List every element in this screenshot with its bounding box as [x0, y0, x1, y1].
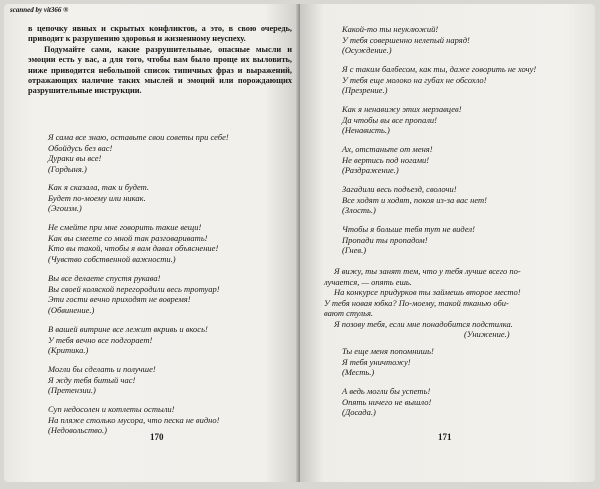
left-page [4, 4, 300, 482]
phrase-category: (Унижение.) [464, 329, 510, 339]
phrase-category: (Досада.) [342, 407, 376, 417]
phrase-line: Я вижу, ты занят тем, что у тебя лучше всего по- [334, 266, 521, 276]
phrase-group-accusation [48, 273, 220, 315]
phrase-group-criticism [48, 324, 208, 356]
phrase-category: (Злость.) [342, 205, 376, 215]
right-page [300, 4, 595, 482]
phrase-line: Я с таким балбесом, как ты, даже говорить не хочу! [342, 64, 537, 74]
phrase-line: На пляже столько мусора, что песка не видно! [48, 414, 220, 425]
phrase-line: Загадили весь подъезд, сволочи! [342, 184, 457, 194]
phrase-group-discontent [48, 404, 219, 436]
phrase-line: Чтобы я больше тебя тут не видел! [342, 224, 475, 234]
intro-paragraph: в цепочку явных и скрытых конфликтов, а это, в свою очередь, приводит к разрушению здоровья и жизненному неуспеху. [28, 24, 292, 44]
phrase-category: (Недовольство.) [48, 425, 107, 435]
phrase-category: (Гордыня.) [48, 163, 87, 174]
phrase-group-importance [48, 222, 218, 264]
phrase-line: вают стулья. [324, 308, 374, 318]
page-number-right: 171 [438, 432, 452, 442]
phrase-group-condemnation [342, 24, 470, 56]
phrase-line: Ах, отстаньте от меня! [342, 144, 433, 154]
phrase-line: лучается, — опять ешь. [324, 276, 412, 287]
phrase-group-annoyance [342, 386, 431, 418]
phrase-line: В вашей витрине все лежит вкривь и вкось! [48, 324, 208, 334]
phrase-line: У тебя новая юбка? По-моему, такой тканью оби- [324, 297, 509, 308]
phrase-group-rage [342, 224, 475, 256]
phrase-line: Суп недосолен и котлеты остыли! [48, 404, 175, 414]
phrase-line: Все ходят и ходят, покоя из-за вас нет! [342, 194, 487, 205]
intro-paragraph: Подумайте сами, какие разрушительные, опасные мысли и эмоции есть у вас, а для того, чтобы вам было проще их выловить, ниже приводится небольшой список типичных фраз и выражений, отражающих наличие таких мыслей и эмоций или порождающих разрушительные инструкции. [28, 44, 292, 96]
phrase-line: Я сама все знаю, оставьте свои советы при себе! [48, 132, 229, 142]
intro-text [28, 24, 292, 97]
phrase-line: Как я ненавижу этих мерзавцев! [342, 104, 462, 114]
phrase-line: У тебя вечно все подгорает! [48, 334, 153, 345]
phrase-category: (Критика.) [48, 345, 89, 355]
phrase-line: На конкурсе придурков ты займешь второе место! [334, 287, 521, 297]
phrase-line: Да чтобы вы все пропали! [342, 114, 438, 125]
phrase-line: Опять ничего не вышло! [342, 396, 432, 407]
phrase-line: Могли бы сделать и получше! [48, 364, 156, 374]
phrase-line: А ведь могли бы успеть! [342, 386, 431, 396]
phrase-category: (Чувство собственной важности.) [48, 253, 176, 264]
phrase-line: Не смейте при мне говорить такие вещи! [48, 222, 202, 232]
page-number-left: 170 [150, 432, 164, 442]
phrase-line: Я жду тебя битый час! [48, 374, 136, 385]
phrase-category: (Презрение.) [342, 85, 388, 95]
phrase-category: (Претензии.) [48, 385, 96, 395]
phrase-line: Как я сказала, так и будет. [48, 182, 150, 192]
phrase-group-contempt [342, 64, 536, 96]
phrase-group-irritation [342, 144, 433, 176]
phrase-category: (Раздражение.) [342, 165, 399, 175]
phrase-line: У тебя совершенно нелепый наряд! [342, 34, 470, 45]
phrase-line: Вы все делаете спустя рукава! [48, 273, 161, 283]
phrase-line: Вы своей коляской перегородили весь тротуар! [48, 283, 220, 294]
phrase-line: Обойдусь без вас! [48, 142, 113, 153]
phrase-line: У тебя еще молоко на губах не обсохло! [342, 74, 487, 85]
phrase-category: (Ненависть.) [342, 125, 390, 135]
scan-credit: scanned by vit366 ® [10, 6, 69, 14]
phrase-group-revenge [342, 346, 434, 378]
phrase-line: Пропади ты пропадом! [342, 234, 428, 245]
phrase-line: Дураки вы все! [48, 153, 102, 163]
phrase-group-claims [48, 364, 156, 396]
phrase-line: Я тебя уничтожу! [342, 356, 411, 367]
phrase-group-humiliation [324, 266, 521, 340]
phrase-category: (Обвинение.) [48, 304, 95, 315]
phrase-line: Кто вы такой, чтобы я вам давал объяснение! [48, 243, 219, 253]
phrase-line: Я позову тебя, если мне понадобится подстилка. [334, 318, 513, 329]
phrase-group-anger [342, 184, 487, 216]
phrase-line: Как вы смеете со мной так разговаривать! [48, 232, 208, 243]
phrase-line: Будет по-моему или никак. [48, 192, 146, 203]
phrase-group-egoism [48, 182, 149, 214]
phrase-category: (Эгоизм.) [48, 203, 82, 213]
phrase-group-hatred [342, 104, 462, 136]
phrase-line: Не вертись под ногами! [342, 154, 430, 165]
phrase-category: (Месть.) [342, 367, 375, 377]
phrase-category: (Гнев.) [342, 245, 367, 255]
phrase-line: Ты еще меня попомнишь! [342, 346, 434, 356]
phrase-line: Эти гости вечно приходят не вовремя! [48, 294, 191, 304]
phrase-line: Какой-то ты неуклюжий! [342, 24, 439, 34]
phrase-category: (Осуждение.) [342, 45, 392, 55]
phrase-group-pride [48, 132, 229, 174]
